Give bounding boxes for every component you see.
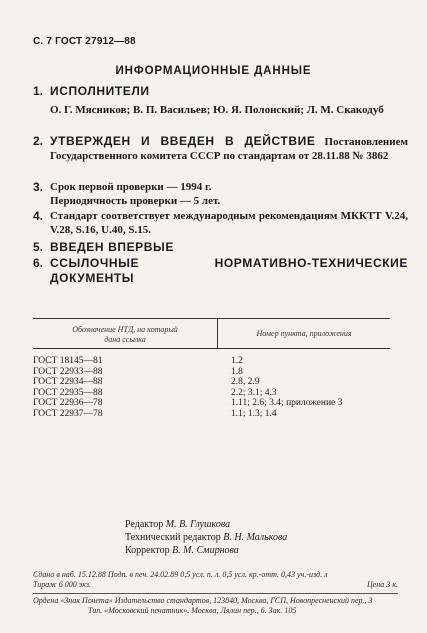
section-number: 3. — [33, 180, 44, 194]
section-2 — [33, 134, 408, 163]
section-text: Постановлением Государственного комитета СССР по стандартам от 28.11.88 № 3862 — [50, 136, 408, 162]
table-row — [33, 398, 390, 409]
credit-corrector: Корректор В. М. Смирнова — [125, 545, 239, 556]
table-row — [33, 377, 390, 388]
page-title: ИНФОРМАЦИОННЫЕ ДАННЫЕ — [115, 65, 312, 77]
imprint-print-data — [33, 570, 398, 590]
page-header: С. 7 ГОСТ 27912—88 — [33, 36, 136, 47]
imprint-divider — [33, 593, 398, 594]
table-cell-items: 2.8, 2.9 — [231, 377, 260, 387]
table-row — [33, 356, 390, 367]
table-header-doc: Обозначение НТД, на который дана ссылка — [72, 325, 178, 344]
table-top-rule — [33, 318, 390, 319]
table-cell-items: 2.2; 3.1; 4.3 — [231, 387, 277, 398]
table-cell-doc: ГОСТ 22934—88 — [33, 377, 103, 387]
section-heading: ССЫЛОЧНЫЕ НОРМАТИВНО-ТЕХНИЧЕСКИЕ ДОКУМЕНТЫ — [50, 256, 408, 285]
section-text-line2: Периодичность проверки — 5 лет. — [50, 195, 221, 207]
section-number: 1. — [33, 84, 44, 98]
table-cell-doc: ГОСТ 22935—88 — [33, 387, 103, 398]
section-6 — [33, 256, 408, 286]
section-1 — [33, 84, 408, 117]
table-cell-items: 1.8 — [231, 366, 243, 377]
table-row — [33, 388, 390, 399]
table-row — [33, 409, 390, 420]
section-5 — [33, 240, 408, 254]
table-cell-items: 1.2 — [231, 356, 243, 366]
imprint-line: Сдано в наб. 15.12.88 Подп. в печ. 24.02.89 0,5 усл. п. л. 0,5 усл. кр.-отт. 0,43 уч.-изд. л — [33, 570, 328, 579]
section-heading: УТВЕРЖДЕН И ВВЕДЕН В ДЕЙСТВИЕ — [50, 134, 316, 148]
section-text: О. Г. Мясников; В. П. Васильев; Ю. Я. Полонский; Л. М. Скакодуб — [50, 104, 384, 116]
credit-technical-editor: Технический редактор В. Н. Малькова — [125, 532, 288, 543]
credit-editor: Редактор М. В. Глушкова — [125, 519, 231, 530]
section-number: 2. — [33, 134, 44, 148]
table-cell-doc: ГОСТ 22936—78 — [33, 398, 103, 408]
section-text-line1: Срок первой проверки — 1994 г. — [50, 181, 212, 193]
imprint-line: Тип. «Московский печатник». Москва, Лялин пер., 6. Зак. 105 — [88, 606, 297, 615]
section-text: Стандарт соответствует международным рекомендациям МККТТ V.24, V.28, S.16, U.40, S.15. — [50, 210, 408, 236]
section-heading: ИСПОЛНИТЕЛИ — [50, 84, 150, 98]
imprint-line: Тираж 6 000 экз. Цена 3 к. — [33, 580, 398, 589]
table-header-items: Номер пункта, приложения — [256, 329, 352, 338]
table-header-rule — [33, 348, 390, 349]
reference-table — [33, 356, 390, 419]
imprint-publisher — [33, 596, 398, 616]
editorial-credits — [125, 518, 287, 557]
table-cell-items: 1.11; 2.6; 3.4; приложение 3 — [231, 398, 343, 408]
section-3 — [33, 180, 408, 208]
table-cell-doc: ГОСТ 22933—88 — [33, 366, 103, 377]
section-number: 5. — [33, 240, 44, 254]
section-number: 4. — [33, 209, 44, 223]
section-heading: ВВЕДЕН ВПЕРВЫЕ — [50, 240, 175, 254]
section-number: 6. — [33, 256, 44, 270]
table-row — [33, 367, 390, 378]
section-4 — [33, 209, 408, 237]
imprint-line: Ордена «Знак Почета» Издательство стандартов, 123840, Москва, ГСП, Новопресненский пер., 3 — [33, 596, 373, 605]
table-cell-doc: ГОСТ 22937—78 — [33, 408, 103, 419]
table-cell-doc: ГОСТ 18145—81 — [33, 356, 103, 366]
table-cell-items: 1.1; 1.3; 1.4 — [231, 408, 277, 419]
